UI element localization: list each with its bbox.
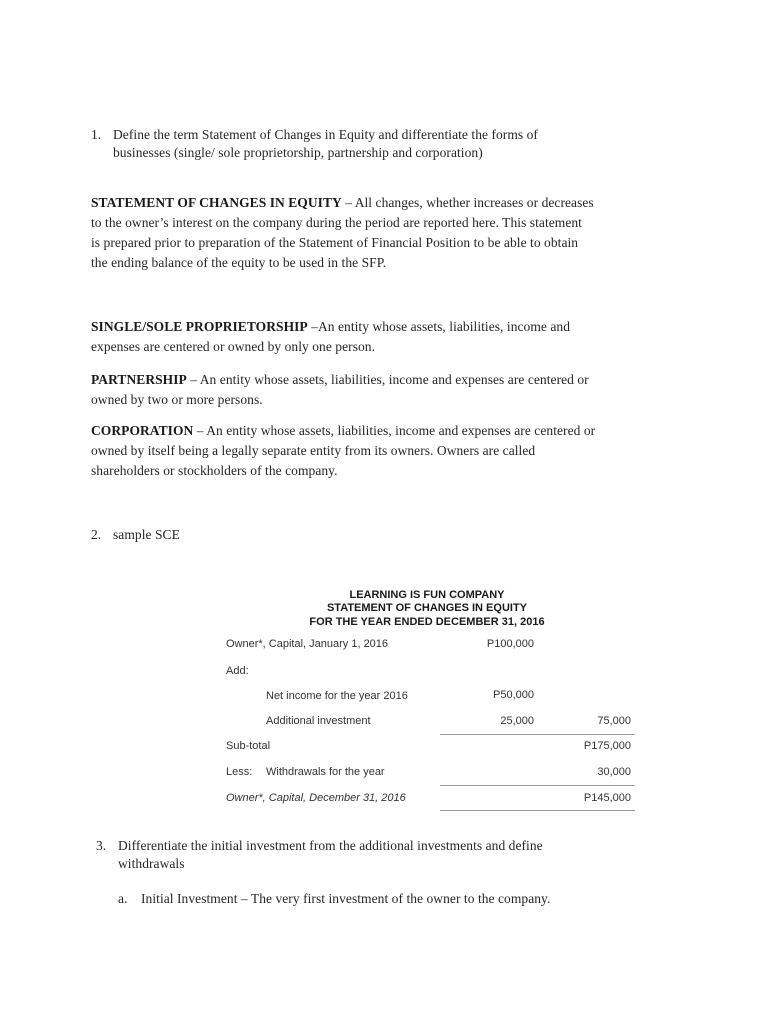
sce-table-period: FOR THE YEAR ENDED DECEMBER 31, 2016 [309,616,545,628]
net-income-value: P50,000 [493,689,534,701]
corporation-def-line-2: owned by itself being a legally separate entity from its owners. Owners are called [91,443,536,458]
q2-text: sample SCE [113,527,180,542]
corporation-definition [91,421,595,481]
opening-capital-label: Owner*, Capital, January 1, 2016 [226,638,389,650]
withdrawals-value: 30,000 [597,766,631,778]
sce-def-line-2: to the owner’s interest on the company during the period are reported here. This statement [91,215,582,230]
q3a-text: Initial Investment – The very first investment of the owner to the company. [141,891,551,906]
partnership-term: PARTNERSHIP [91,372,187,387]
q3-number: 3. [96,838,107,853]
subtotal-label: Sub-total [226,740,271,752]
single-definition [91,317,570,357]
single-def-line-2: expenses are centered or owned by only one person. [91,339,376,354]
q2-number: 2. [91,527,102,542]
corporation-def-line-1: – An entity whose assets, liabilities, income and expenses are centered or [193,423,596,438]
partnership-def-line-2: owned by two or more persons. [91,392,263,407]
sce-table-title: STATEMENT OF CHANGES IN EQUITY [326,602,528,614]
subtotal-value: P175,000 [583,740,631,752]
sce-def-line-3: is prepared prior to preparation of the Statement of Financial Position to be able to obtain [91,235,579,250]
rule-3 [440,810,635,811]
net-income-label: Net income for the year 2016 [266,690,408,702]
single-def-line-1: –An entity whose assets, liabilities, income and [307,319,571,334]
q3-line-1: Differentiate the initial investment from the additional investments and define [118,838,543,853]
q1-line-2: businesses (single/ sole proprietorship, partnership and corporation) [113,145,483,160]
sce-term: STATEMENT OF CHANGES IN EQUITY [91,195,342,210]
add-label: Add: [226,665,249,677]
q3a-letter: a. [118,891,128,906]
q3-line-2: withdrawals [118,856,185,871]
additional-investment-value: 25,000 [500,715,534,727]
sce-table-company: LEARNING IS FUN COMPANY [349,589,505,601]
corporation-term: CORPORATION [91,423,194,438]
rule-1 [440,734,635,735]
partnership-def-line-1: – An entity whose assets, liabilities, income and expenses are centered or [186,372,589,387]
opening-capital-value: P100,000 [486,638,534,650]
withdrawals-label: Withdrawals for the year [266,766,385,778]
q1-number: 1. [91,127,102,142]
sce-def-line-1: – All changes, whether increases or decreases [341,195,594,210]
partnership-definition [91,370,589,410]
closing-capital-value: P145,000 [583,792,631,804]
closing-capital-label: Owner*, Capital, December 31, 2016 [226,792,406,804]
less-label: Less: [226,766,253,778]
sce-definition [91,193,594,273]
q1-line-1: Define the term Statement of Changes in Equity and differentiate the forms of [113,127,538,142]
rule-2 [440,785,635,786]
additions-total: 75,000 [597,715,631,727]
additional-investment-label: Additional investment [266,715,371,727]
single-term: SINGLE/SOLE PROPRIETORSHIP [91,319,308,334]
corporation-def-line-3: shareholders or stockholders of the company. [91,463,338,478]
sce-def-line-4: the ending balance of the equity to be used in the SFP. [91,255,387,270]
